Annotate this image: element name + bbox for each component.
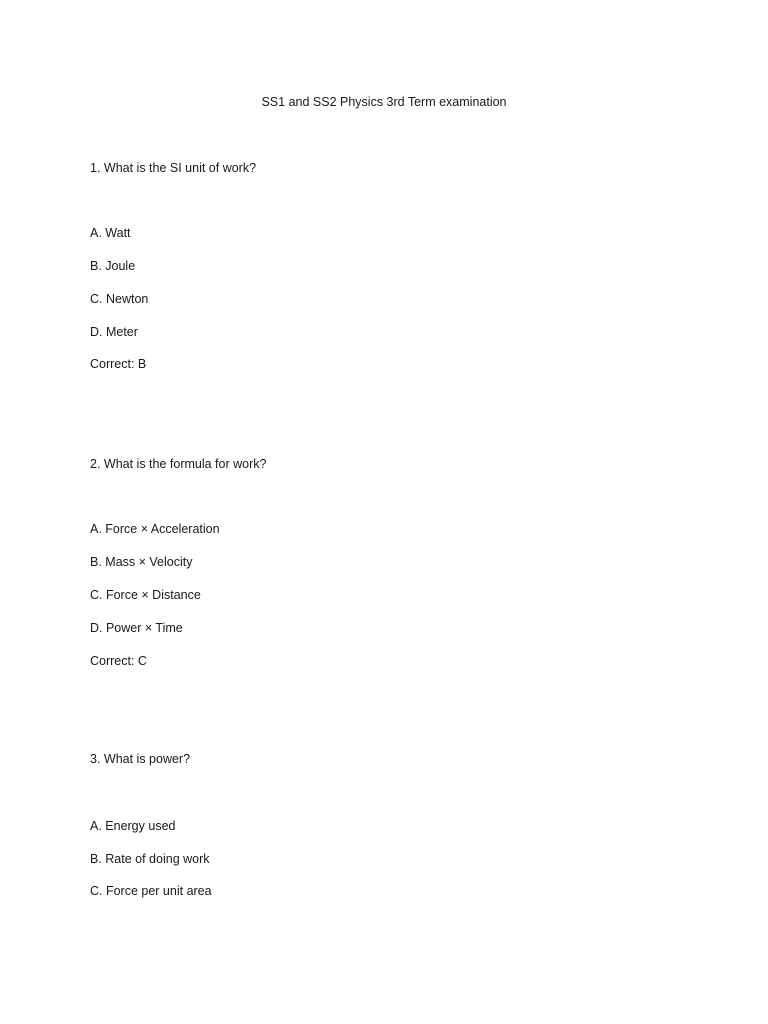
option-a: A. Watt	[90, 226, 131, 240]
question-text: 2. What is the formula for work?	[90, 457, 267, 471]
option-c: C. Force × Distance	[90, 588, 201, 602]
question-text: 1. What is the SI unit of work?	[90, 161, 257, 175]
correct-answer: Correct: B	[90, 357, 147, 371]
correct-answer: Correct: C	[90, 654, 147, 668]
option-b: B. Joule	[90, 259, 136, 273]
option-a: A. Energy used	[90, 819, 176, 833]
option-c: C. Force per unit area	[90, 884, 212, 898]
page-title: SS1 and SS2 Physics 3rd Term examination	[261, 95, 507, 109]
option-b: B. Rate of doing work	[90, 852, 210, 866]
question-text: 3. What is power?	[90, 752, 191, 766]
option-d: D. Meter	[90, 325, 138, 339]
option-d: D. Power × Time	[90, 621, 183, 635]
option-c: C. Newton	[90, 292, 149, 306]
option-b: B. Mass × Velocity	[90, 555, 193, 569]
option-a: A. Force × Acceleration	[90, 522, 220, 536]
